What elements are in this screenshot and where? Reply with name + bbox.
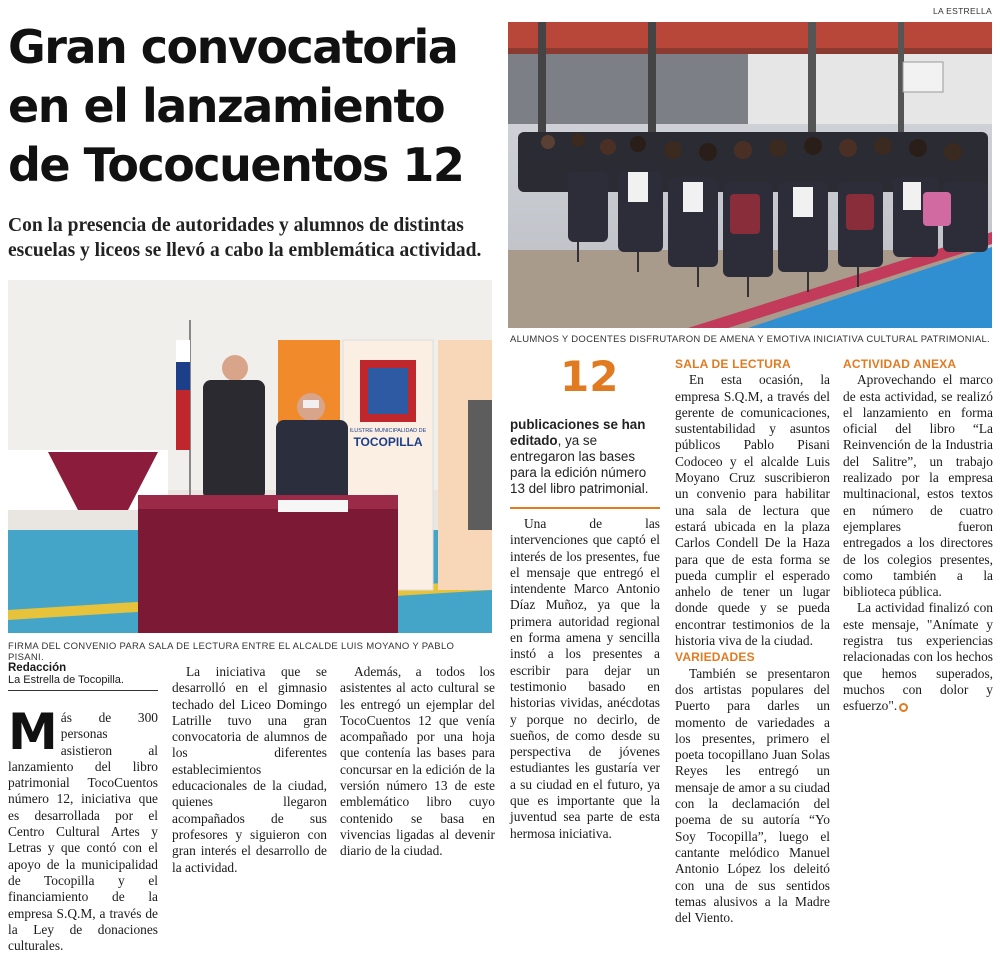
section-heading-actividad-anexa: ACTIVIDAD ANEXA: [843, 357, 957, 371]
article-column-3: [340, 664, 495, 860]
lead-paragraph: [8, 703, 158, 954]
article-column-3-continued: [510, 516, 660, 842]
lead-paragraph-text: ás de 300 personas asistieron al lanzamiento del libro patrimonial TocoCuentos número 12, iniciativa que es desarrollada por el Centro Cultural Artes y Letras y que contó con el apoyo de la municipalidad de Tocopilla y el financiamiento de la empresa S.Q.M, a través de la Ley de donaciones culturales.: [8, 710, 158, 954]
section-heading-sala-de-lectura: SALA DE LECTURA: [675, 357, 791, 371]
subhead: Con la presencia de autoridades y alumnos de distintas escuelas y liceos se llevó a cabo la emblemática actividad.: [8, 215, 482, 261]
closing-paragraph-text: La actividad finalizó con este mensaje, "Anímate y registra tus experiencias relacionadas con los hechos que hemos superados, muchos con dolor y esfuerzo".: [843, 600, 993, 714]
article-column-5: [843, 356, 993, 715]
signing-photo-caption: FIRMA DEL CONVENIO PARA SALA DE LECTURA ENTRE EL ALCALDE LUIS MOYANO Y PABLO PISANI.: [8, 641, 455, 663]
byline-author: Redacción: [8, 662, 67, 674]
paragraph: Además, a todos los asistentes al acto cultural se les entregó un ejemplar del TocoCuentos 12 que venía acompañado por una hoja que contenía las bases para concursar en la edición de la versión número 13 de este emblemático libro cuyo contenido se basa en vivencias ligadas al devenir diario de la ciudad.: [340, 664, 495, 859]
headline: Gran convocatoria en el lanzamiento de Tococuentos 12: [8, 20, 464, 192]
signing-photo-illustration: [8, 280, 492, 633]
banner-text-line2: TOCOPILLA: [353, 435, 423, 449]
closing-paragraph: [843, 600, 993, 714]
paragraph: Aprovechando el marco de esta actividad, se realizó el lanzamiento en forma oficial del libro “La Reinvención de la Industria del Salitre”, un trabajo realizado por la empresa multinacional, estos textos en número de cuatro ejemplares fueron entregados a los directores de los colegios presentes, como también a la biblioteca pública.: [843, 372, 993, 600]
audience-photo-caption: ALUMNOS Y DOCENTES DISFRUTARON DE AMENA Y EMOTIVA INICIATIVA CULTURAL PATRIMONIAL.: [510, 334, 990, 345]
section-heading-variedades: VARIEDADES: [675, 650, 755, 665]
audience-photo-illustration: [508, 22, 992, 328]
paragraph: La iniciativa que se desarrolló en el gimnasio techado del Liceo Domingo Latrille tuvo una gran convocatoria de alumnos de los diferentes establecimientos educacionales de la ciudad, quienes llegaron acompañados de sus profesores y siguieron con gran interés el desarrollo de la actividad.: [172, 664, 327, 875]
paragraph: También se presentaron dos artistas populares del Puerto para darles un momento de variedades a los presentes, primero el poeta tocopillano Juan Solas Reyes les entregó un mensaje de amor a su ciudad con la declamación del poema de su autoría “Yo Soy Tocopilla”, luego el cantante melódico Manuel Antonio López los deleitó con una de sus sentidos temas alusivos a la Madre del Viento.: [675, 665, 830, 926]
byline-organization: La Estrella de Tocopilla.: [8, 674, 124, 686]
byline: [8, 662, 158, 691]
article-column-2: [172, 664, 327, 876]
end-mark-icon: [899, 703, 908, 712]
paragraph: Una de las intervenciones que captó el interés de los presentes, fue el mensaje que entregó el intendente Marco Antonio Díaz Muñoz, ya que la primera autoridad regional en forma amena y sencilla instó a los presentes a escribir para dejar un testimonio basado en historias vividas, anécdotas y porque no decirlo, de sueños, de como desde su perspectiva de jóvenes estudiantes les gustaría ver a su ciudad en el futuro, ya que es importante que la juventud sea parte de esta hermosa iniciativa.: [510, 516, 660, 841]
pull-quote-rest: , ya se entregaron las bases para la edición número 13 del libro patrimonial.: [510, 433, 649, 496]
article-column-1: [8, 703, 158, 954]
audience-photo: [508, 22, 992, 328]
banner-text-line1: ILUSTRE MUNICIPALIDAD DE: [349, 428, 427, 434]
signing-photo: [8, 280, 492, 633]
paragraph: En esta ocasión, la empresa S.Q.M, a través del gerente de comunicaciones, sustentabilidad y asuntos públicos Pablo Pisani Codoceo y el alcalde Luis Moyano Cruz suscribieron un convenio para habilitar una sala de lectura que estará ubicada en la plaza Carlos Condell De la Haza para que de esta forma se pueda cumplir el esperado anhelo de tener un lugar donde quede y se pueda encontrar testimonios de la historia viva de la ciudad.: [675, 372, 830, 649]
pull-quote: [510, 417, 660, 497]
article-column-4: [675, 356, 830, 926]
pull-number: 12: [560, 352, 619, 401]
pull-quote-rule: [510, 507, 660, 509]
drop-cap: M: [8, 703, 58, 761]
byline-divider: [8, 690, 158, 691]
photo-credit: LA ESTRELLA: [932, 6, 992, 16]
pull-quote-bold: publicaciones se han editado: [510, 417, 646, 448]
